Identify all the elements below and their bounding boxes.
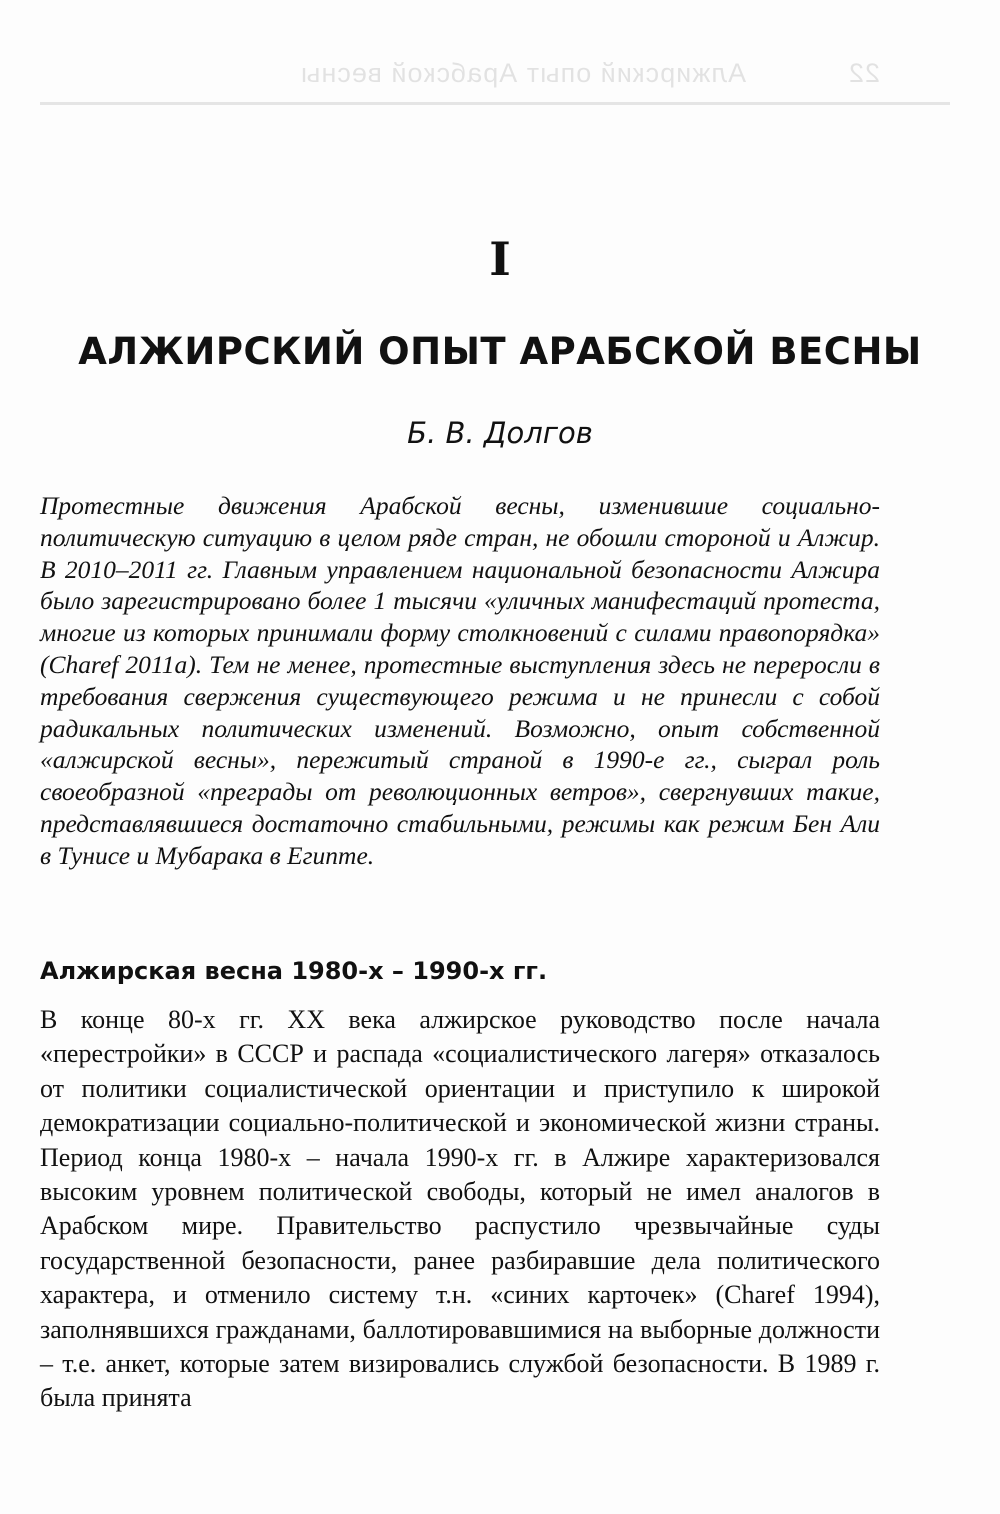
section-body-paragraph: В конце 80-х гг. XX века алжирское руководство после начала «перестройки» в СССР и распада «социалистического лагеря» отказалось от политики социалистической ориентации и приступило к широкой демократизации социально-политической и экономической жизни страны. Период конца 1980-х – начала 1990-х гг. в Алжире характеризовался высоким уровнем политической свободы, который не имел аналогов в Арабском мире. Правительство распустило чрезвычайные суды государственной безопасности, ранее разбиравшие дела политического характера, и отменило систему т.н. «синих карточек» (Charef 1994), заполнявшихся гражданами, баллотировавшимися на выборные должности – т.е. анкет, которые затем визировались службой безопасности. В 1989 г. была принята	[40, 1005, 880, 1413]
section-heading: Алжирская весна 1980-х – 1990-х гг.	[40, 957, 548, 985]
chapter-number: I	[489, 232, 511, 286]
ghost-running-title: Алжирский опыт Арабской весны	[300, 58, 747, 88]
ghost-header-rule	[40, 102, 950, 105]
chapter-abstract: Протестные движения Арабской весны, изменившие социально-политическую ситуацию в целом ряде стран, не обошли стороной и Алжир. В 2010–2011 гг. Главным управлением национальной безопасности Алжира было зарегистрировано более 1 тысячи «уличных манифестаций протеста, многие из которых принимали форму столкновений с силами правопорядка» (Charef 2011a). Тем не менее, протестные выступления здесь не переросли в требования свержения существующего режима и не принесли с собой радикальных политических изменений. Возможно, опыт собственной «алжирской весны», пережитый страной в 1990-е гг., сыграл роль своеобразной «преграды от революционных ветров», свергнувших такие, представлявшиеся достаточно стабильными, режимы как режим Бен Али в Тунисе и Мубарака в Египте.	[40, 491, 880, 870]
chapter-author: Б. В. Долгов	[407, 416, 593, 450]
chapter-title: АЛЖИРСКИЙ ОПЫТ АРАБСКОЙ ВЕСНЫ	[78, 330, 922, 373]
ghost-page-number: 22	[847, 58, 880, 88]
